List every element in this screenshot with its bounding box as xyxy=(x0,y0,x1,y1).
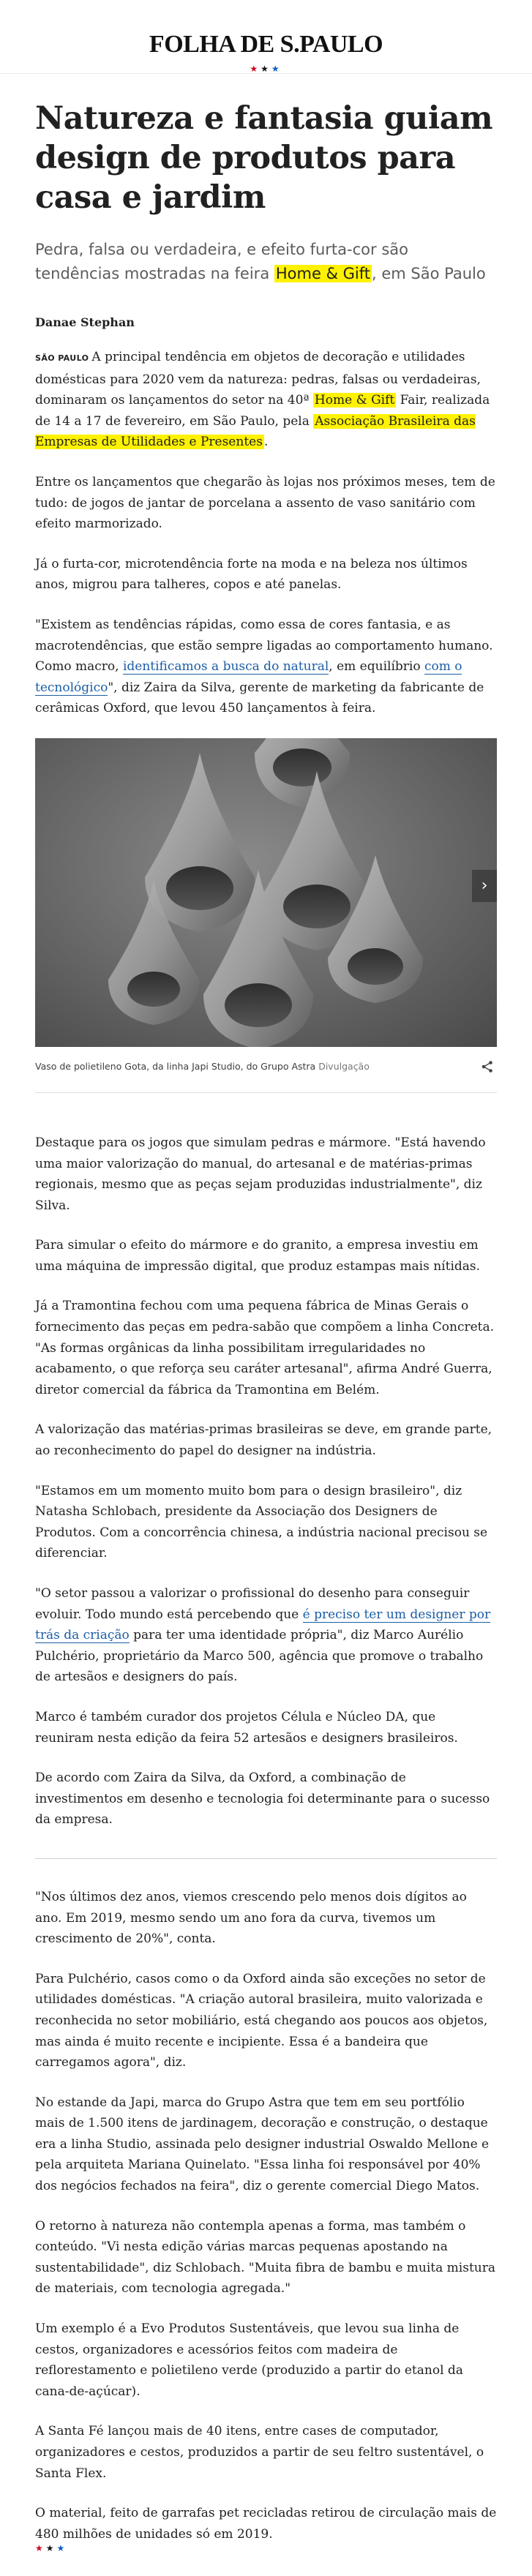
paragraph: Para simular o efeito do mármore e do granito, a empresa investiu em uma máquina de impressão digital, que produz estampas mais nítidas. xyxy=(35,1238,481,1274)
paragraph-text: Fair, realizada de 14 a 17 de fevereiro, em São Paulo, pela xyxy=(35,393,490,429)
paragraph xyxy=(35,347,497,453)
star-red-icon: ★ xyxy=(250,64,261,74)
footer-stars xyxy=(35,2543,67,2553)
paragraph: Destaque para os jogos que simulam pedras e mármore. "Está havendo uma maior valorização do manual, do artesanal e de matérias-primas regionais, mesmo que as peças sejam produzidas industrialmente", diz Silva. xyxy=(35,1135,486,1213)
product-photo[interactable] xyxy=(35,738,497,1047)
paragraph: Para Pulchério, casos como o da Oxford ainda são exceções no setor de utilidades domésticas. "A criação autoral brasileira, muito valorizada e reconhecida no setor mobiliário, está chegando aos poucos aos objetos, mas ainda é muito recente e incipiente. Essa é a bandeira que carregamos agora", diz. xyxy=(35,1971,488,2070)
article xyxy=(0,99,532,2545)
paragraph: Já o furta-cor, microtendência forte na moda e na beleza nos últimos anos, migrou para talheres, copos e até panelas. xyxy=(35,556,468,593)
article-figure xyxy=(35,738,497,1093)
caption-text: Vaso de polietileno Gota, da linha Japi Studio, do Grupo Astra xyxy=(35,1060,316,1072)
link-tecnologico[interactable]: com o tecnológico xyxy=(35,659,462,695)
star-black-icon: ★ xyxy=(261,64,271,74)
paragraph: Marco é também curador dos projetos Célula e Núcleo DA, que reuniram nesta edição da feira 52 artesãos e designers brasileiros. xyxy=(35,1709,458,1746)
section-divider xyxy=(35,1858,497,1859)
paragraph xyxy=(35,615,497,719)
subtitle-text-end: , em São Paulo xyxy=(371,265,486,282)
paragraph-text: "O setor passou a valorizar o profissional do desenho para conseguir evoluir. Todo mundo está percebendo que xyxy=(35,1586,470,1622)
photo-credit: Divulgação xyxy=(318,1060,370,1072)
paragraph: O material, feito de garrafas pet recicladas retirou de circulação mais de 480 milhões de unidades só em 2019. xyxy=(35,2506,497,2542)
highlight-home-gift[interactable]: Home & Gift xyxy=(314,393,395,408)
paragraph: No estande da Japi, marca do Grupo Astra que tem em seu portfólio mais de 1.500 itens de jardinagem, decoração e construção, o destaque era a linha Studio, assinada pelo designer industrial Oswaldo Mellone e pela arquiteta Mariana Quinelato. "Essa linha foi responsável por 40% dos negócios fechados na feira", diz o gerente comercial Diego Matos. xyxy=(35,2095,490,2194)
star-blue-icon: ★ xyxy=(271,64,282,74)
subtitle-text: Pedra, falsa ou verdadeira, e efeito furta-cor são tendências mostradas na feira xyxy=(35,241,408,282)
paragraph-text: . xyxy=(263,435,269,450)
site-header xyxy=(0,0,532,74)
paragraph xyxy=(35,1583,497,1688)
dateline: SÃO PAULO xyxy=(35,353,89,363)
paragraph: "Estamos em um momento muito bom para o design brasileiro", diz Natasha Schlobach, presidente da Associação dos Designers de Produtos. Com a concorrência chinesa, a indústria nacional precisou se diferenciar. xyxy=(35,1483,488,1561)
star-red-icon: ★ xyxy=(35,2543,46,2553)
highlight-associacao[interactable]: Associação Brasileira das Empresas de Utilidades e Presentes xyxy=(35,413,476,450)
article-body-continued xyxy=(35,1133,497,2545)
subtitle-highlight: Home & Gift xyxy=(275,265,370,282)
author-name[interactable]: Danae Stephan xyxy=(35,315,135,329)
paragraph-text: ", diz Zaira da Silva, gerente de marketing da fabricante de cerâmicas Oxford, que levou 450 lançamentos à feira. xyxy=(35,680,484,716)
paragraph: A Santa Fé lançou mais de 40 itens, entre cases de computador, organizadores e cestos, produzidos a partir de seu feltro sustentável, o Santa Flex. xyxy=(35,2424,484,2481)
link-busca-natural[interactable]: identificamos a busca do natural xyxy=(122,659,329,675)
star-blue-icon: ★ xyxy=(56,2543,68,2553)
paragraph: "Nos últimos dez anos, viemos crescendo pelo menos dois dígitos ao ano. Em 2019, mesmo sendo um ano fora da curva, tivemos um crescimento de 20%", conta. xyxy=(35,1889,467,1947)
article-subtitle xyxy=(35,238,497,286)
vases-illustration xyxy=(35,738,497,1047)
link-designer-criacao[interactable]: é preciso ter um designer por trás da criação xyxy=(35,1607,491,1643)
figure-caption xyxy=(35,1047,497,1093)
paragraph-text: "Existem as tendências rápidas, como essa de cores fantasia, e as macrotendências, que estão sempre ligadas ao comportamento humano. Como macro, xyxy=(35,617,493,675)
paragraph: Entre os lançamentos que chegarão às lojas nos próximos meses, tem de tudo: de jogos de jantar de porcelana a assento de vaso sanitário com efeito marmorizado. xyxy=(35,474,495,532)
gallery-next-button[interactable]: › xyxy=(472,870,497,902)
article-title: Natureza e fantasia guiam design de produtos para casa e jardim xyxy=(35,100,493,216)
paragraph: Já a Tramontina fechou com uma pequena fábrica de Minas Gerais o fornecimento das peças em pedra-sabão que compõem a linha Concreta. "As formas orgânicas da linha possibilitam irregularidades no acabamento, o que reforça seu caráter artesanal", afirma André Guerra, diretor comercial da fábrica da Tramontina em Belém. xyxy=(35,1299,495,1397)
share-icon[interactable] xyxy=(481,1060,494,1073)
paragraph-text: A principal tendência em objetos de decoração e utilidades domésticas para 2020 vem da natureza: pedras, falsas ou verdadeiras, dominaram os lançamentos do setor na 40ª xyxy=(35,350,481,408)
paragraph: De acordo com Zaira da Silva, da Oxford, a combinação de investimentos em desenho e tecnologia foi determinante para o sucesso da empresa. xyxy=(35,1770,490,1828)
article-body xyxy=(35,347,497,719)
paragraph: O retorno à natureza não contempla apenas a forma, mas também o conteúdo. "Vi nesta edição várias marcas pequenas apostando na sustentabilidade", diz Schlobach. "Muita fibra de bambu e muita mistura de materiais, com tecnologia agregada." xyxy=(35,2218,495,2297)
logo-stars xyxy=(0,64,532,73)
paragraph: Um exemplo é a Evo Produtos Sustentáveis, que levou sua linha de cestos, organizadores e acessórios feitos com madeira de reflorestamento e polietileno verde (produzido a partir do etanol da cana-de-açúcar). xyxy=(35,2321,463,2399)
star-black-icon: ★ xyxy=(45,2543,57,2553)
folha-logo[interactable]: FOLHA DE S.PAULO xyxy=(149,31,383,58)
paragraph: A valorização das matérias-primas brasileiras se deve, em grande parte, ao reconhecimento do papel do designer na indústria. xyxy=(35,1422,492,1459)
paragraph-text: para ter uma identidade própria", diz Marco Aurélio Pulchério, proprietário da Marco 500, agência que promove o trabalho de artesãos e designers do país. xyxy=(35,1628,484,1685)
paragraph-text: , em equilíbrio xyxy=(329,659,424,675)
